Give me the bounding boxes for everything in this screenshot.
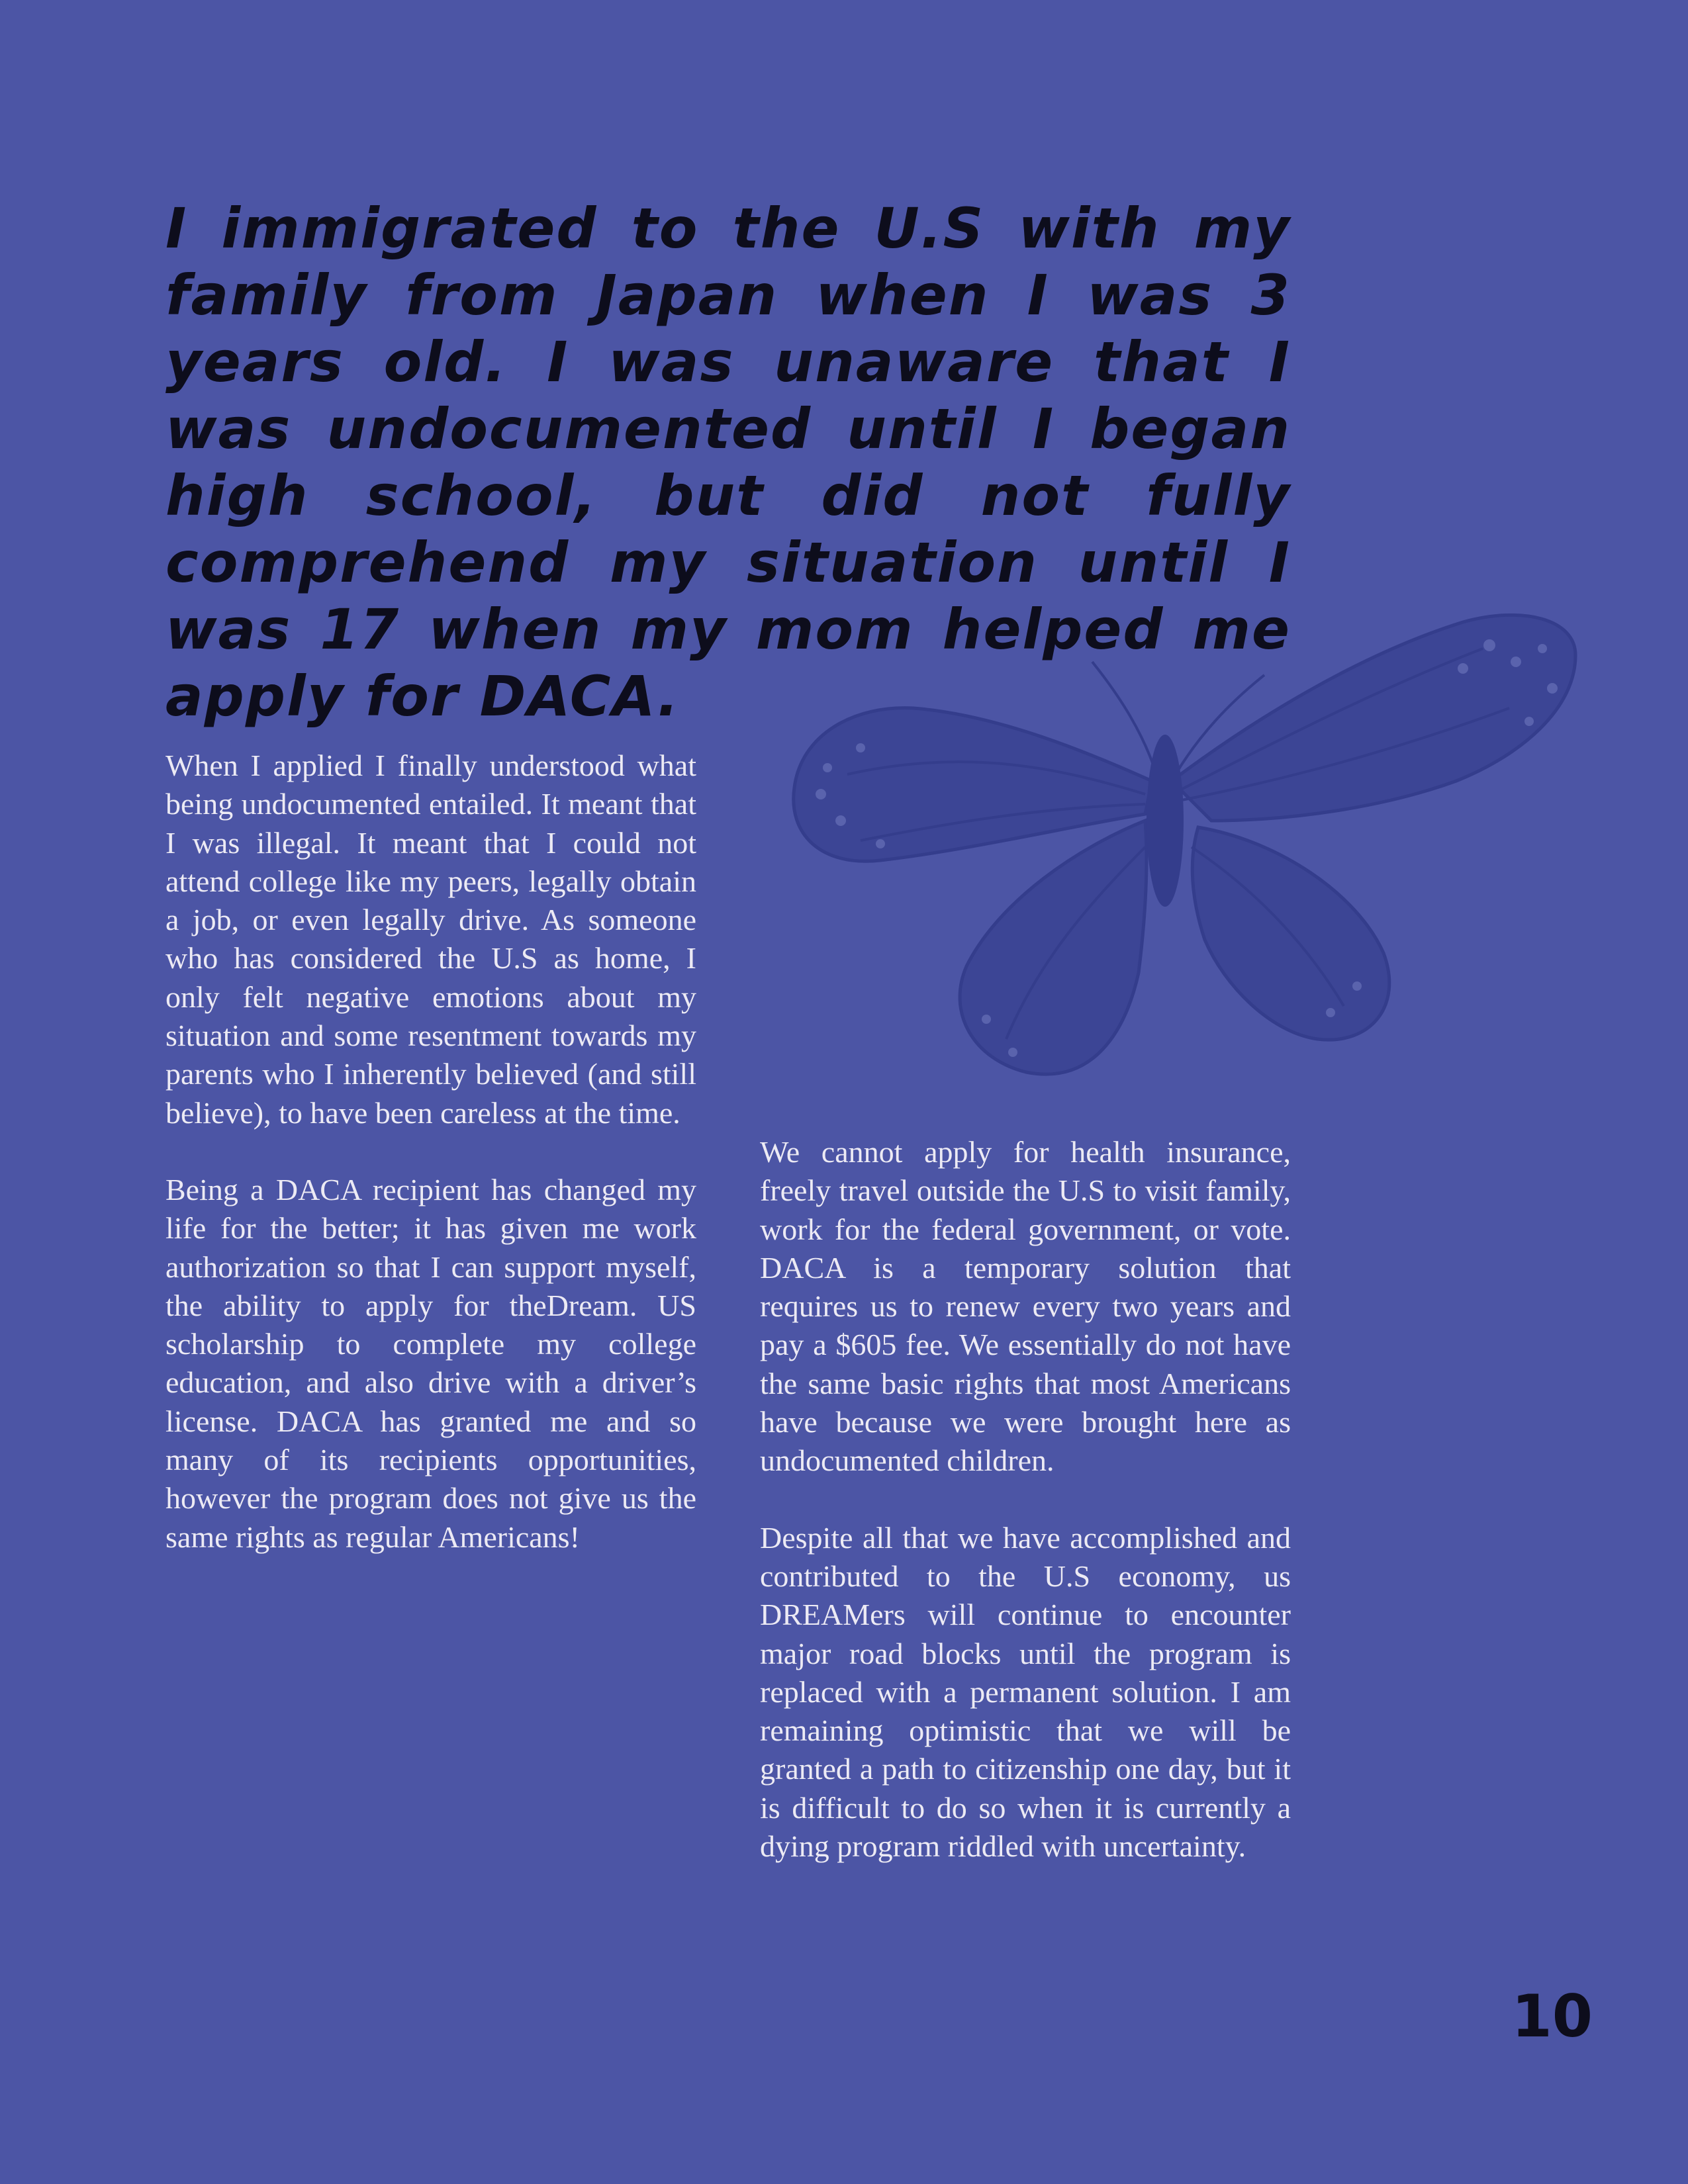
page-number: 10 — [1511, 1982, 1593, 2050]
body-paragraph: Being a DACA recipient has changed my life for the better; it has given me work authorization so that I can support myself, the ability to apply for theDream. US scholarship to complete my college education, and also drive with a driver’s license. DACA has granted me and so many of its recipients opportunities, however the program does not give us the same rights as regular Americans! — [165, 1172, 696, 1554]
body-paragraph: Despite all that we have accomplished and contributed to the U.S economy, us DREAMers will continue to encounter major road blocks until the program is replaced with a permanent solution. I am remaining optimistic that we will be granted a path to citizenship one day, but it is difficult to do so when it is currently a dying program riddled with uncertainty. — [760, 1520, 1291, 1864]
body-paragraph: We cannot apply for health insurance, freely travel outside the U.S to visit family, work for the federal government, or vote. DACA is a temporary solution that requires us to renew every two years and pay a $605 fee. We essentially do not have the same basic rights that most Americans have because we were brought here as undocumented children. — [760, 1135, 1291, 1478]
right-text-column — [760, 1133, 1291, 1904]
headline-quote: I immigrated to the U.S with my family from Japan when I was 3 years old. I was unaware that I was undocumented until I began high school, but did not fully comprehend my situation until I was 17 when my mom helped me apply for DACA. — [165, 196, 1291, 729]
left-text-column — [165, 747, 696, 1595]
body-paragraph: When I applied I finally understood what being undocumented entailed. It meant that I was illegal. It meant that I could not attend college like my peers, legally obtain a job, or even legally drive. As someone who has considered the U.S as home, I only felt negative emotions about my situation and some resentment towards my parents who I inherently believed (and still believe), to have been careless at the time. — [165, 749, 696, 1130]
